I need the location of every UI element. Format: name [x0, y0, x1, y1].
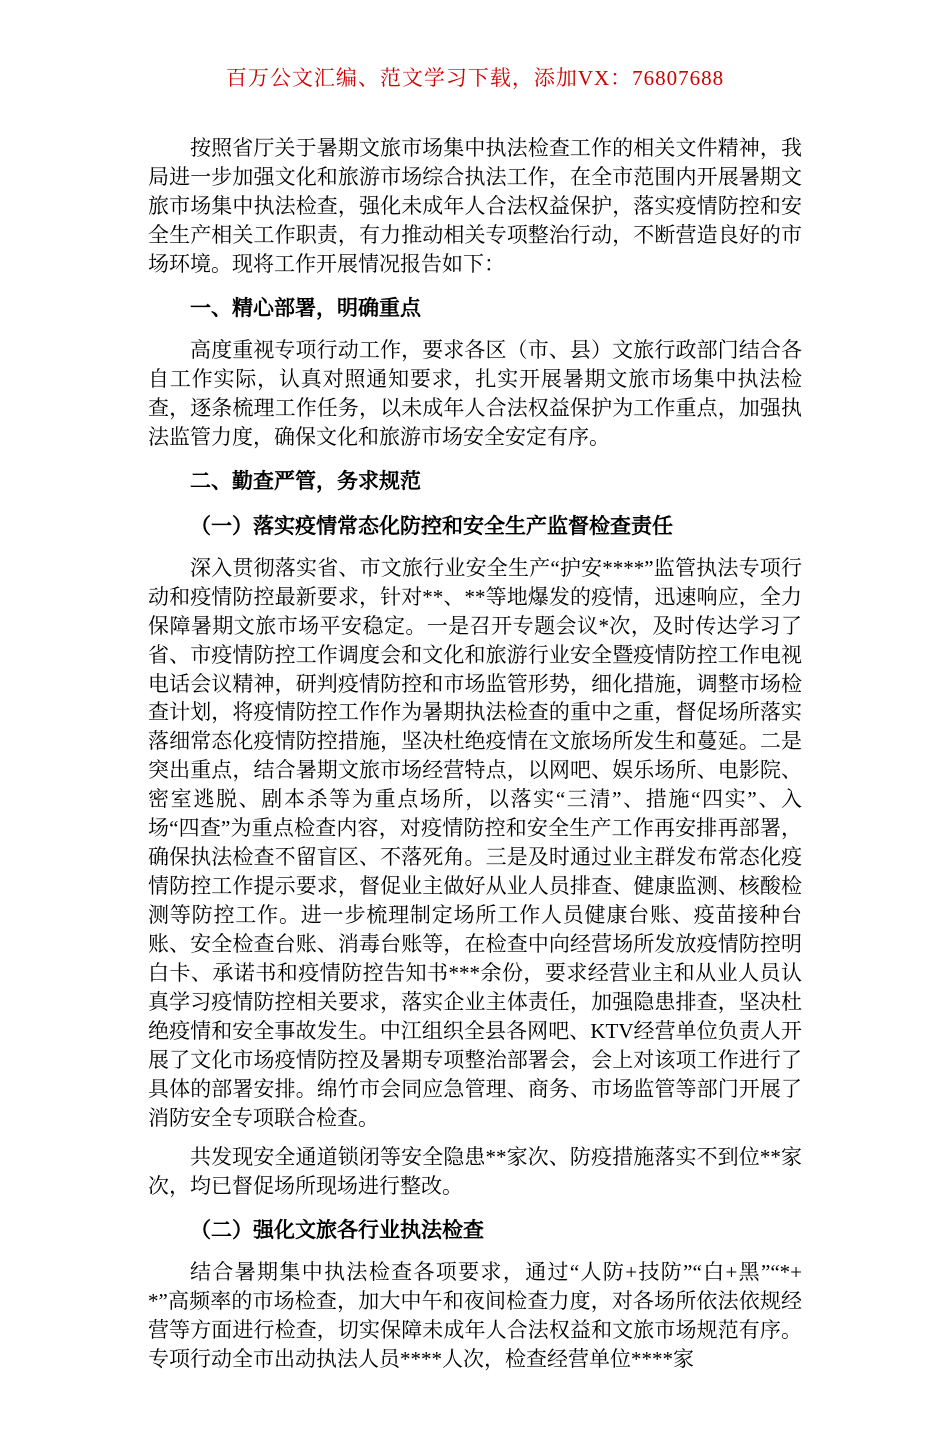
- paragraph-findings: 共发现安全通道锁闭等安全隐患**家次、防疫措施落实不到位**家次，均已督促场所现场进行整改。: [148, 1145, 802, 1198]
- section-heading-1: 一、精心部署，明确重点: [190, 296, 421, 320]
- section-heading-2: 二、勤查严管，务求规范: [190, 469, 421, 493]
- document-body: [148, 134, 802, 1374]
- paragraph-intro: 按照省厅关于暑期文旅市场集中执法检查工作的相关文件精神，我局进一步加强文化和旅游市场综合执法工作，在全市范围内开展暑期文旅市场集中执法检查，强化未成年人合法权益保护，落实疫情防控和安全生产相关工作职责，有力推动相关专项整治行动，不断营造良好的市场环境。现将工作开展情况报告如下：: [148, 136, 802, 276]
- paragraph-enforcement: 结合暑期集中执法检查各项要求，通过“人防+技防”“白+黑”“*+*”高频率的市场检查，加大中午和夜间检查力度，对各场所依法依规经营等方面进行检查，切实保障未成年人合法权益和文旅市场规范有序。专项行动全市出动执法人员****人次，检查经营单位****家: [148, 1259, 802, 1371]
- paragraph-epidemic-prevention: 深入贯彻落实省、市文旅行业安全生产“护安****”监管执法专项行动和疫情防控最新要求，针对**、**等地爆发的疫情，迅速响应，全力保障暑期文旅市场平安稳定。一是召开专题会议*次，及时传达学习了省、市疫情防控工作调度会和文化和旅游行业安全暨疫情防控工作电视电话会议精神，研判疫情防控和市场监管形势，细化措施，调整市场检查计划，将疫情防控工作作为暑期执法检查的重中之重，督促场所落实落细常态化疫情防控措施，坚决杜绝疫情在文旅场所发生和蔓延。二是突出重点，结合暑期文旅市场经营特点，以网吧、娱乐场所、电影院、密室逃脱、剧本杀等为重点场所，以落实“三清”、措施“四实”、入场“四查”为重点检查内容，对疫情防控和安全生产工作再安排再部署，确保执法检查不留盲区、不落死角。三是及时通过业主群发布常态化疫情防控工作提示要求，督促业主做好从业人员排查、健康监测、核酸检测等防控工作。进一步梳理制定场所工作人员健康台账、疫苗接种台账、安全检查台账、消毒台账等，在检查中向经营场所发放疫情防控明白卡、承诺书和疫情防控告知书***余份，要求经营业主和从业人员认真学习疫情防控相关要求，落实企业主体责任，加强隐患排查，坚决杜绝疫情和安全事故发生。中江组织全县各网吧、KTV经营单位负责人开展了文化市场疫情防控及暑期专项整治部署会，会上对该项工作进行了具体的部署安排。绵竹市会同应急管理、商务、市场监管等部门开展了消防安全专项联合检查。: [148, 555, 802, 1131]
- paragraph-section1: 高度重视专项行动工作，要求各区（市、县）文旅行政部门结合各自工作实际，认真对照通知要求，扎实开展暑期文旅市场集中执法检查，逐条梳理工作任务，以未成年人合法权益保护为工作重点，加强执法监管力度，确保文化和旅游市场安全安定有序。: [148, 337, 802, 449]
- promo-banner-text: 百万公文汇编、范文学习下载，添加VX：76807688: [225, 66, 725, 90]
- subsection-heading-2-1: （一）落实疫情常态化防控和安全生产监督检查责任: [190, 514, 673, 538]
- subsection-heading-2-2: （二）强化文旅各行业执法检查: [190, 1218, 484, 1242]
